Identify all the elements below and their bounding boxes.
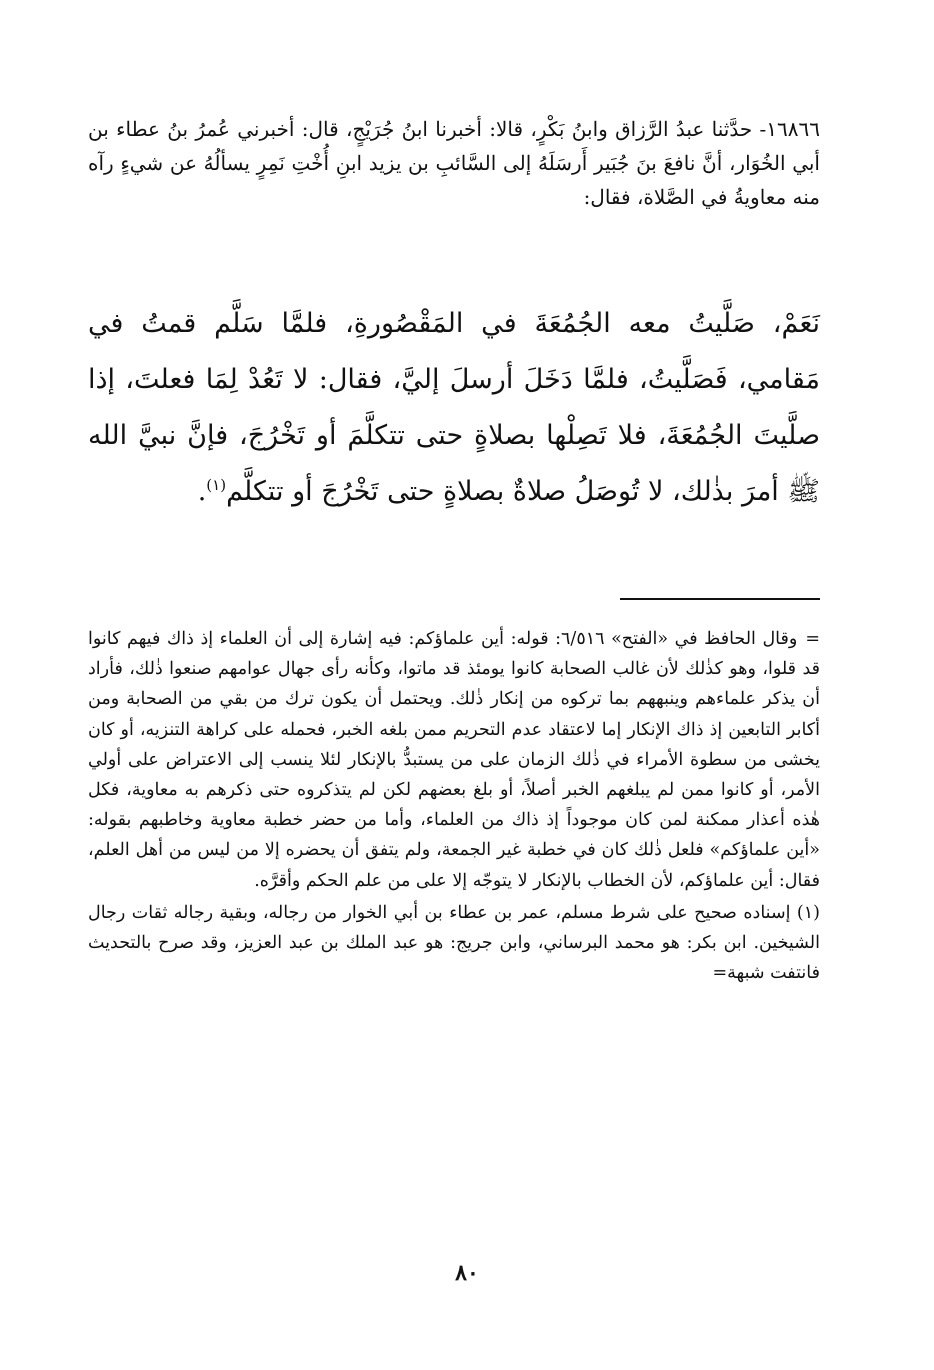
footnote-separator-line bbox=[620, 598, 820, 600]
hadith-isnad-block bbox=[88, 112, 820, 214]
footnotes-block bbox=[88, 624, 820, 988]
footnote-continuation-mark: = bbox=[805, 629, 820, 649]
page-number: ٨٠ bbox=[455, 1260, 479, 1286]
footnote-continued-text: وقال الحافظ في «الفتح» ٦/٥١٦: قوله: أين علماؤكم: فيه إشارة إلى أن العلماء إذ ذاك فيهم كانوا قد قلوا، وهو كذٰلك لأن غالب الصحابة كانوا يومئذ قد ماتوا، وكأنه رأى جهال عوامهم صنعوا ذٰلك، فأراد أن يذكر علماءهم وينبههم بما تركوه من إنكار ذٰلك. ويحتمل أن يكون ترك من بقي من الصحابة ومن أكابر التابعين إذ ذاك الإنكار إما لاعتقاد عدم التحريم ممن بلغه الخبر، فحمله على كراهة التنزيه، أو كان يخشى من سطوة الأمراء في ذٰلك الزمان على من يستبدُّ بالإنكار لئلا ينسب إلى الاعتراض على أولي الأمر، أو كانوا ممن لم يبلغهم الخبر أصلاً، أو بلغ بعضهم لكن لم يتذكروه حتى ذكرهم به معاوية، فكل هٰذه أعذار ممكنة لمن كان موجوداً إذ ذاك من العلماء، وأما من حضر خطبة معاوية وخاطبهم بقوله: «أين علماؤكم» فلعل ذٰلك كان في خطبة غير الجمعة، ولم يتفق أن يحضره إلا من ليس من أهل العلم، فقال: أين علماؤكم، لأن الخطاب بالإنكار لا يتوجّه إلا على من علم الحكم وأقرَّه. bbox=[88, 629, 820, 891]
hadith-matn-paragraph bbox=[88, 296, 820, 520]
hadith-isnad-text: ١٦٨٦٦- حدَّثنا عبدُ الرَّزاق وابنُ بَكْرٍ، قالا: أخبرنا ابنُ جُرَيْجٍ، قال: أخبرني عُمرُ بنُ عطاء بن أبي الخُوَار، أنَّ نافعَ بنَ جُبَير أَرسَلَهُ إلى السَّائبِ بن يزيد ابنِ أُخْتِ نَمِرٍ يسألُهُ عن شيءٍ رآه منه معاويةُ في الصَّلاة، فقال: bbox=[88, 117, 820, 209]
footnote-1: (١) إسناده صحيح على شرط مسلم، عمر بن عطاء بن أبي الخوار من رجاله، وبقية رجاله ثقات رجال الشيخين. ابن بكر: هو محمد البرساني، وابن جريج: هو عبد الملك بن عبد العزيز، وقد صرح بالتحديث فانتفت شبهة= bbox=[88, 902, 820, 984]
hadith-matn-block bbox=[88, 296, 820, 520]
hadith-matn-text: نَعَمْ، صَلَّيتُ معه الجُمُعَةَ في المَقْصُورةِ، فلمَّا سَلَّم قمتُ في مَقامي، فَصَلَّيتُ، فلمَّا دَخَلَ أرسلَ إليَّ، فقال: لا تَعُدْ لِمَا فعلتَ، إذا صلَّيتَ الجُمُعَةَ، فلا تَصِلْها بصلاةٍ حتى تتكلَّمَ أو تَخْرُجَ، فإنَّ نبيَّ الله ﷺ أمرَ بذٰلك، لا تُوصَلُ صلاةٌ بصلاةٍ حتى تَخْرُجَ أو تتكلَّم bbox=[88, 308, 820, 507]
hadith-matn-end: . bbox=[197, 476, 207, 507]
footnote-continued bbox=[88, 624, 820, 896]
footnote-reference-1: (١) bbox=[206, 476, 227, 494]
